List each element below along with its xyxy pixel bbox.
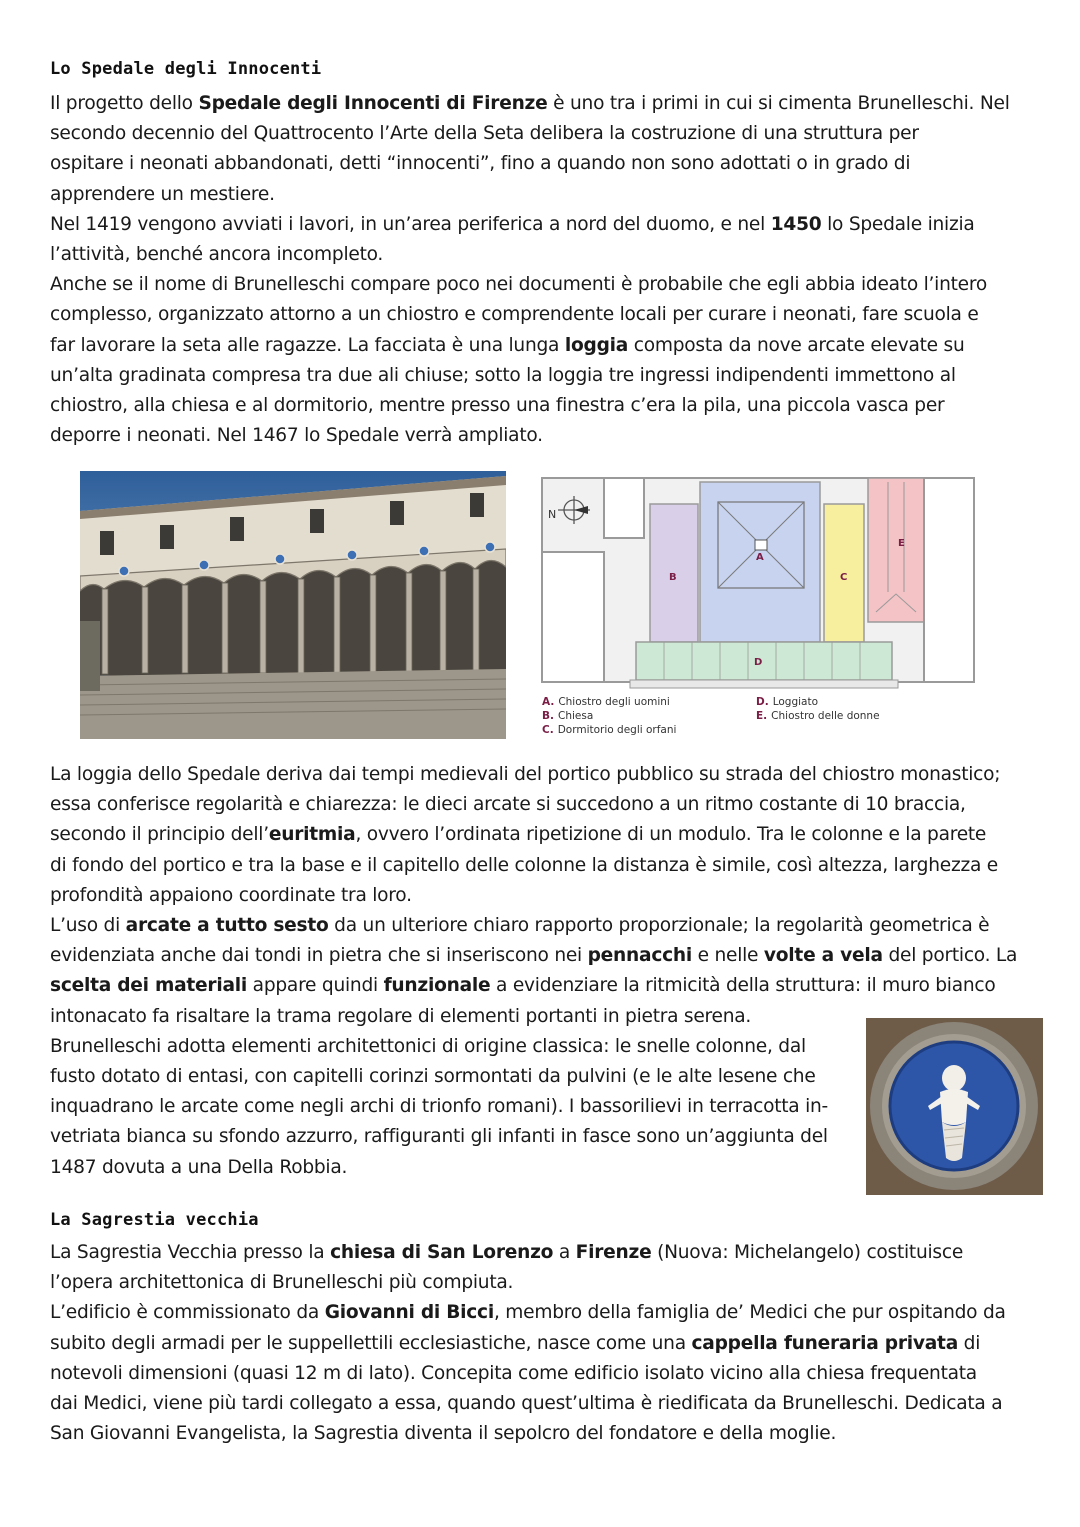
paragraph-loggia: La loggia dello Spedale deriva dai tempi medievali del portico pubblico su strada del chiostro monastico; essa conferisce regolarità e chiarezza: le dieci arcate si succedono a un ritmo costante di 10 braccia, secondo il principio dell’euritmia, ovvero l’ordinata ripetizione di un modulo. Tra le colonne e la parete di fondo del portico e tra la base e il capitello delle colonne la distanza è simile, così altezza, larghezza e profondità appaiono coordinate tra loro. L’uso di arcate a tutto sesto da un ulteriore chiaro rapporto proporzionale; la regolarità geometrica è evidenziata anche dai tondi in pietra che si inseriscono nei pennacchi e nelle volte a vela del portico. La scelta dei materiali appare quindi funzionale a evidenziare la ritmicità della struttura: il muro bianco intonacato fa risaltare la trama regolare di elementi portanti in pietra serena. Brunelleschi adotta elementi architettonici di origine classica: le snelle colonne, dal fusto dotato di entasi, con capitelli corinzi sormontati da pulvini (e le alte lesene che inquadrano le arcate come negli archi di trionfo romani). I bassorilievi in terracotta in- vetriata bianca su sfondo azzurro, raffiguranti gli infanti in fasce sono un’aggiunta del 1487 dovuta a una Della Robbia. (50, 764, 1018, 1178)
legend-key-c: C. (542, 724, 554, 736)
loggia-photo (80, 471, 506, 739)
legend-text-c: Dormitorio degli orfani (557, 724, 677, 736)
legend-key-d: D. (756, 696, 769, 708)
plan-label-b: B (669, 572, 677, 583)
svg-text:C.Dormitorio degli orfani (542, 724, 676, 736)
floor-plan-diagram (536, 472, 982, 740)
legend-text-d: Loggiato (772, 696, 819, 708)
section-heading-spedale: Lo Spedale degli Innocenti (50, 59, 322, 79)
plan-label-a: A (756, 552, 764, 563)
legend-key-e: E. (756, 710, 768, 722)
svg-text:E.Chiostro delle donne (756, 710, 880, 722)
plan-label-c: C (840, 572, 848, 583)
plan-area-e (868, 478, 924, 622)
della-robbia-roundel-photo (866, 1018, 1043, 1195)
svg-text:A.Chiostro degli uomini (542, 696, 670, 708)
legend-text-a: Chiostro degli uomini (558, 696, 670, 708)
legend-text-b: Chiesa (558, 710, 594, 722)
paragraph-spedale-intro: Il progetto dello Spedale degli Innocenti di Firenze è uno tra i primi in cui si cimenta Brunelleschi. Nel secondo decennio del Quattrocento l’Arte della Seta delibera la costruzione di una struttura per ospitare i neonati abbandonati, detti “innocenti”, fino a quando non sono adottati o in grado di apprendere un mestiere. Nel 1419 vengono avviati i lavori, in un’area periferica a nord del duomo, e nel 1450 lo Spedale inizia l’attività, benché ancora incompleto. Anche se il nome di Brunelleschi compare poco nei documenti è probabile che egli abbia ideato l’intero complesso, organizzato attorno a un chiostro e comprendente locali per curare i neonati, fare scuola e far lavorare la seta alle ragazze. La facciata è una lunga loggia composta da nove arcate elevate su un’alta gradinata compresa tra due ali chiuse; sotto la loggia tre ingressi indipendenti immettono al chiostro, alla chiesa e al dormitorio, mentre presso una finestra c’era la pila, una piccola vasca per deporre i neonati. Nel 1467 lo Spedale verrà ampliato. (50, 93, 1010, 447)
paragraph-sagrestia: La Sagrestia Vecchia presso la chiesa di San Lorenzo a Firenze (Nuova: Michelangelo) costituisce l’opera architettonica di Brunelleschi più compiuta. L’edificio è commissionato da Giovanni di Bicci, membro della famiglia de’ Medici che pur ospitando da subito degli armadi per le suppellettili ecclesiastiche, nasce come una cappella funeraria privata di notevoli dimensioni (quasi 12 m di lato). Concepita come edificio isolato vicino alla chiesa frequentata dai Medici, viene più tardi collegato a essa, quando quest’ultima è riedificata da Brunelleschi. Dedicata a San Giovanni Evangelista, la Sagrestia diventa il sepolcro del fondatore e della moglie. (50, 1242, 1006, 1445)
svg-text:B.Chiesa (542, 710, 593, 722)
plan-label-d: D (754, 657, 763, 668)
svg-text:D.Loggiato (756, 696, 818, 708)
section-heading-sagrestia: La Sagrestia vecchia (50, 1210, 259, 1230)
compass-label: N (548, 508, 557, 521)
legend-key-b: B. (542, 710, 554, 722)
legend-key-a: A. (542, 696, 555, 708)
plan-area-d (636, 642, 892, 680)
plan-label-e: E (898, 538, 905, 549)
legend-text-e: Chiostro delle donne (771, 710, 880, 722)
